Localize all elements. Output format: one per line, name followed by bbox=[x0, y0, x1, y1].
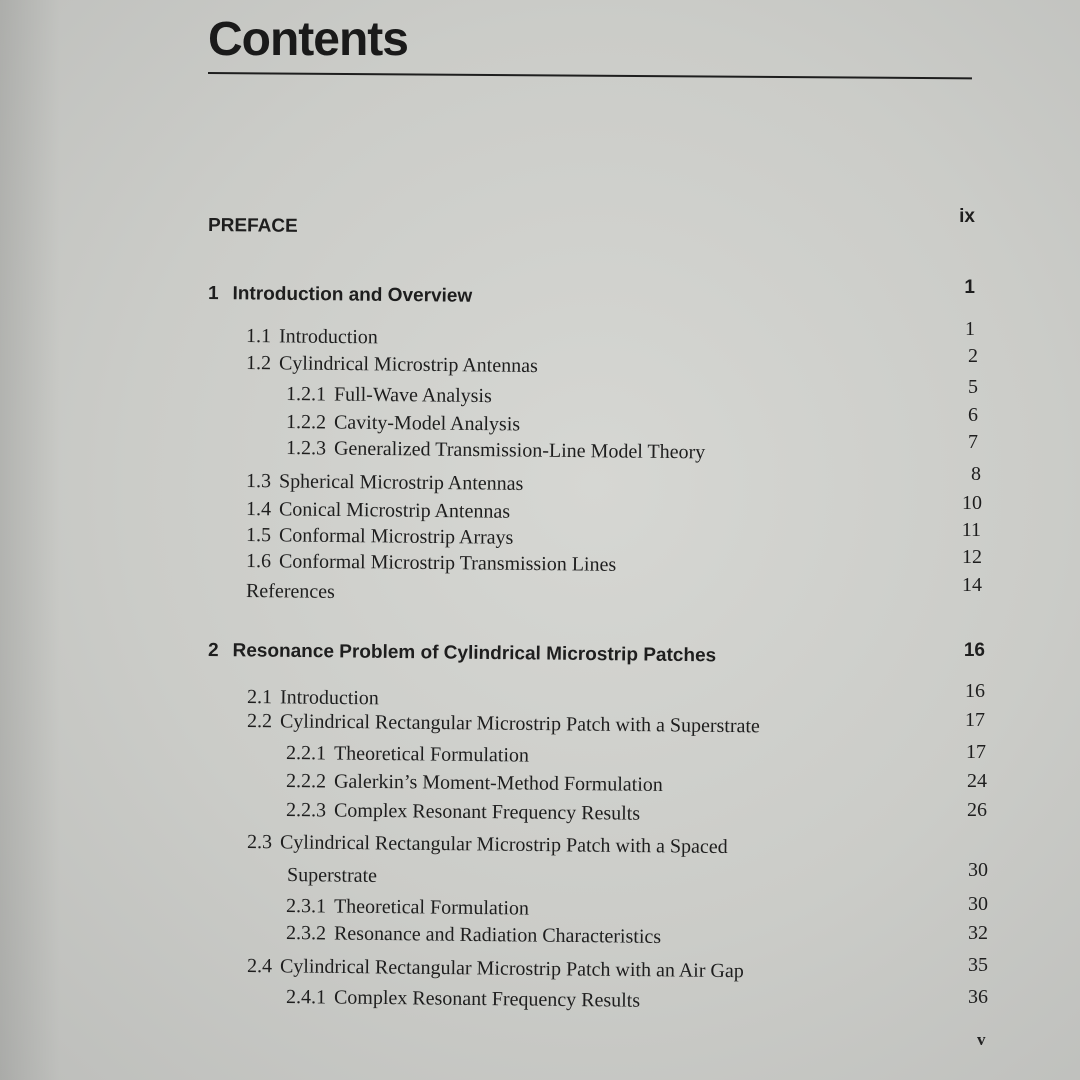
toc-entry-number: 2.3.1 bbox=[285, 895, 327, 918]
toc-entry-number: 2.1 bbox=[246, 686, 273, 709]
toc-entry-section bbox=[247, 831, 728, 859]
toc-entry-section bbox=[247, 686, 379, 710]
toc-entry-number: 2.2.1 bbox=[285, 742, 327, 765]
toc-entry-subsection bbox=[286, 922, 661, 949]
toc-entry-title: PREFACE bbox=[207, 215, 298, 237]
toc-entry-subsection bbox=[286, 383, 492, 408]
toc-entry-title: Theoretical Formulation bbox=[333, 742, 530, 767]
toc-entry-section bbox=[246, 550, 616, 577]
toc-entry-subsection bbox=[286, 799, 640, 826]
toc-entry-number: 1.6 bbox=[245, 550, 272, 573]
toc-entry-subsection bbox=[286, 742, 529, 768]
toc-entry-section bbox=[246, 470, 524, 496]
toc-entry-page-number: 17 bbox=[966, 741, 986, 763]
toc-entry-page-number: ix bbox=[959, 206, 975, 227]
toc-entry-page-number: 36 bbox=[968, 986, 988, 1008]
toc-entry-page-number: 1 bbox=[965, 318, 975, 340]
toc-entry-page-number: 30 bbox=[968, 893, 988, 915]
toc-entry-section bbox=[246, 580, 335, 604]
toc-entry-page-number: 35 bbox=[968, 954, 988, 976]
toc-entry-section bbox=[247, 955, 744, 983]
toc-entry-number: 1.5 bbox=[245, 524, 272, 547]
toc-entry-page-number: 5 bbox=[968, 376, 978, 398]
page-title: Contents bbox=[208, 13, 408, 66]
toc-entry-number: 1.2 bbox=[245, 352, 272, 375]
toc-entry-subsection bbox=[286, 411, 520, 436]
toc-entry-title: Cylindrical Rectangular Microstrip Patch with a Superstrate bbox=[279, 710, 760, 738]
toc-entry-page-number: 6 bbox=[968, 404, 978, 426]
toc-entry-number: 2.2 bbox=[246, 710, 273, 733]
toc-entry-title: Theoretical Formulation bbox=[333, 895, 530, 920]
toc-entry-number: 1 bbox=[207, 283, 219, 305]
toc-entry-number: 1.2.2 bbox=[285, 411, 327, 434]
toc-entry-title: Introduction bbox=[278, 325, 378, 349]
toc-entry-title: Spherical Microstrip Antennas bbox=[278, 470, 524, 495]
toc-entry-title: Introduction and Overview bbox=[232, 283, 473, 307]
toc-entry-section bbox=[246, 325, 378, 349]
toc-entry-page-number: 16 bbox=[965, 680, 985, 702]
toc-entry-title: Galerkin’s Moment-Method Formulation bbox=[333, 770, 663, 796]
toc-entry-title: Cavity-Model Analysis bbox=[333, 411, 521, 436]
toc-entry-title: Superstrate bbox=[286, 864, 378, 887]
toc-entry-title: Complex Resonant Frequency Results bbox=[333, 799, 641, 825]
toc-entry-page-number: 30 bbox=[968, 859, 988, 881]
toc-entry-number: 1.2.1 bbox=[285, 383, 327, 406]
toc-entry-subsection bbox=[286, 770, 663, 797]
toc-entry-number: 1.4 bbox=[245, 498, 272, 521]
toc-entry-page-number: 24 bbox=[967, 770, 987, 792]
toc-entry-title: Complex Resonant Frequency Results bbox=[333, 986, 641, 1012]
toc-entry-page-number: 16 bbox=[963, 640, 985, 661]
toc-entry-title: Cylindrical Rectangular Microstrip Patch with a Spaced bbox=[279, 831, 728, 859]
toc-entry-chapter bbox=[208, 640, 716, 667]
toc-entry-number: 1.2.3 bbox=[285, 437, 327, 460]
toc-entry-number: 2.3.2 bbox=[285, 922, 327, 945]
toc-entry-page-number: 1 bbox=[964, 277, 975, 298]
toc-entry-number: 2.3 bbox=[246, 831, 273, 854]
toc-entry-page-number: 12 bbox=[962, 546, 982, 568]
page-number: v bbox=[977, 1030, 986, 1049]
toc-entry-title: Cylindrical Rectangular Microstrip Patch with an Air Gap bbox=[279, 955, 744, 983]
toc-entry-number: 2.4 bbox=[246, 955, 273, 978]
toc-entry-section bbox=[246, 524, 514, 550]
toc-entry-subsection bbox=[286, 986, 640, 1013]
toc-entry-title: References bbox=[245, 580, 335, 603]
toc-entry-number: 1.3 bbox=[245, 470, 272, 493]
toc-entry-title: Conformal Microstrip Transmission Lines bbox=[278, 550, 617, 576]
toc-entry-section bbox=[247, 710, 760, 738]
toc-entry-title: Resonance Problem of Cylindrical Microstrip Patches bbox=[232, 640, 717, 667]
toc-entry-chapter bbox=[208, 215, 298, 238]
toc-entry-section bbox=[246, 352, 538, 378]
toc-entry-subsection bbox=[286, 895, 529, 921]
toc-entry-title: Conformal Microstrip Arrays bbox=[278, 524, 514, 549]
toc-entry-title: Introduction bbox=[279, 686, 379, 710]
toc-entry-chapter bbox=[208, 283, 472, 308]
toc-entry-page-number: 8 bbox=[971, 463, 981, 485]
toc-entry-page-number: 32 bbox=[968, 922, 988, 944]
toc-entry-continuation bbox=[287, 864, 377, 888]
toc-entry-page-number: 14 bbox=[962, 574, 982, 596]
toc-entry-page-number: 17 bbox=[965, 709, 985, 731]
toc-entry-number: 1.1 bbox=[245, 325, 272, 348]
toc-entry-page-number: 2 bbox=[968, 345, 978, 367]
toc-entry-subsection bbox=[286, 437, 705, 464]
toc-entry-number: 2.2.2 bbox=[285, 770, 327, 793]
toc-entry-title: Conical Microstrip Antennas bbox=[278, 498, 511, 523]
toc-entry-page-number: 11 bbox=[961, 519, 981, 541]
toc-entry-page-number: 26 bbox=[967, 799, 987, 821]
toc-entry-number: 2.4.1 bbox=[285, 986, 327, 1009]
toc-entry-number: 2 bbox=[207, 640, 219, 662]
toc-entry-page-number: 7 bbox=[968, 431, 978, 453]
toc-entry-title: Resonance and Radiation Characteristics bbox=[333, 922, 662, 948]
toc-entry-section bbox=[246, 498, 510, 524]
toc-entry-title: Full-Wave Analysis bbox=[333, 383, 492, 408]
toc-entry-number: 2.2.3 bbox=[285, 799, 327, 822]
toc-entry-page-number: 10 bbox=[962, 492, 982, 514]
toc-entry-title: Generalized Transmission-Line Model Theory bbox=[333, 437, 706, 464]
toc-entry-title: Cylindrical Microstrip Antennas bbox=[278, 352, 538, 378]
